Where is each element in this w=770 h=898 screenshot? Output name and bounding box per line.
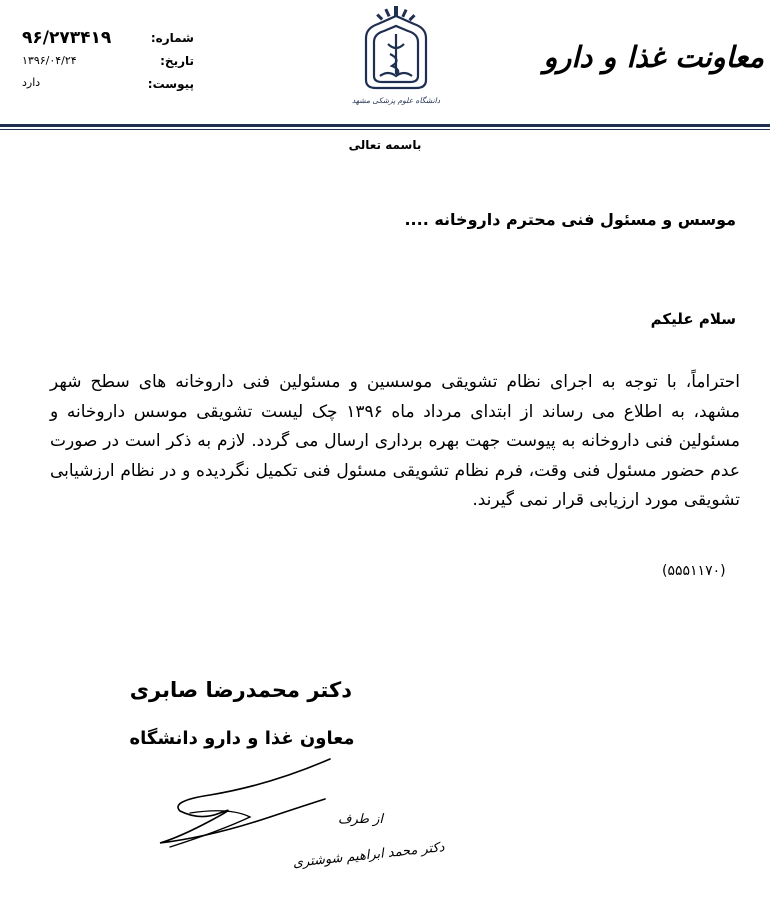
number-label: شماره: [150, 31, 194, 45]
handwritten-signature-icon [150, 755, 340, 855]
university-logo-icon [350, 4, 442, 108]
signatory-name: دکتر محمدرضا صابری [129, 678, 352, 702]
invocation: باسمه تعالی [348, 138, 422, 152]
logo-caption: دانشگاه علوم پزشکی مشهد [351, 96, 441, 105]
letter-body: احتراماً، با توجه به اجرای نظام تشویقی موسسین و مسئولین فنی داروخانه های سطح شهر مشهد، به اطلاع می رساند از ابتدای مرداد ماه ۱۳۹۶ چک لیست تشویقی موسس داروخانه و مسئولین فنی داروخانه به پیوست جهت بهره برداری ارسال می گردد. لازم به ذکر است در صورت عدم حضور مسئول فنی وقت، فرم نظام تشویقی مسئول فنی تکمیل نگردیده و در نظام ارزشیابی تشویقی مورد ارزیابی قرار نمی گیرند. [50, 372, 740, 510]
on-behalf-label: از طرف [338, 812, 384, 827]
attachment-value: دارد [22, 76, 41, 89]
addressee: موسس و مسئول فنی محترم داروخانه .... [404, 210, 736, 229]
on-behalf-name: دکتر محمد ابراهیم شوشتری [292, 840, 446, 871]
office-title: معاونت غذا و دارو [543, 40, 764, 74]
greeting: سلام علیکم [650, 310, 736, 328]
letter-meta-labels [148, 27, 194, 96]
header-divider-thin [0, 129, 770, 130]
date-label: تاریخ: [160, 54, 194, 68]
letter-meta-values [22, 28, 111, 89]
letter-number: ۹۶/۲۷۳۴۱۹ [22, 28, 112, 48]
attachment-label: پیوست: [147, 77, 194, 91]
phone-number: (۵۵۵۱۱۷۰) [662, 563, 726, 579]
header-divider-thick [0, 124, 770, 127]
signatory-title: معاون غذا و دارو دانشگاه [129, 728, 355, 749]
letter-date: ۱۳۹۶/۰۴/۲۴ [22, 54, 77, 67]
